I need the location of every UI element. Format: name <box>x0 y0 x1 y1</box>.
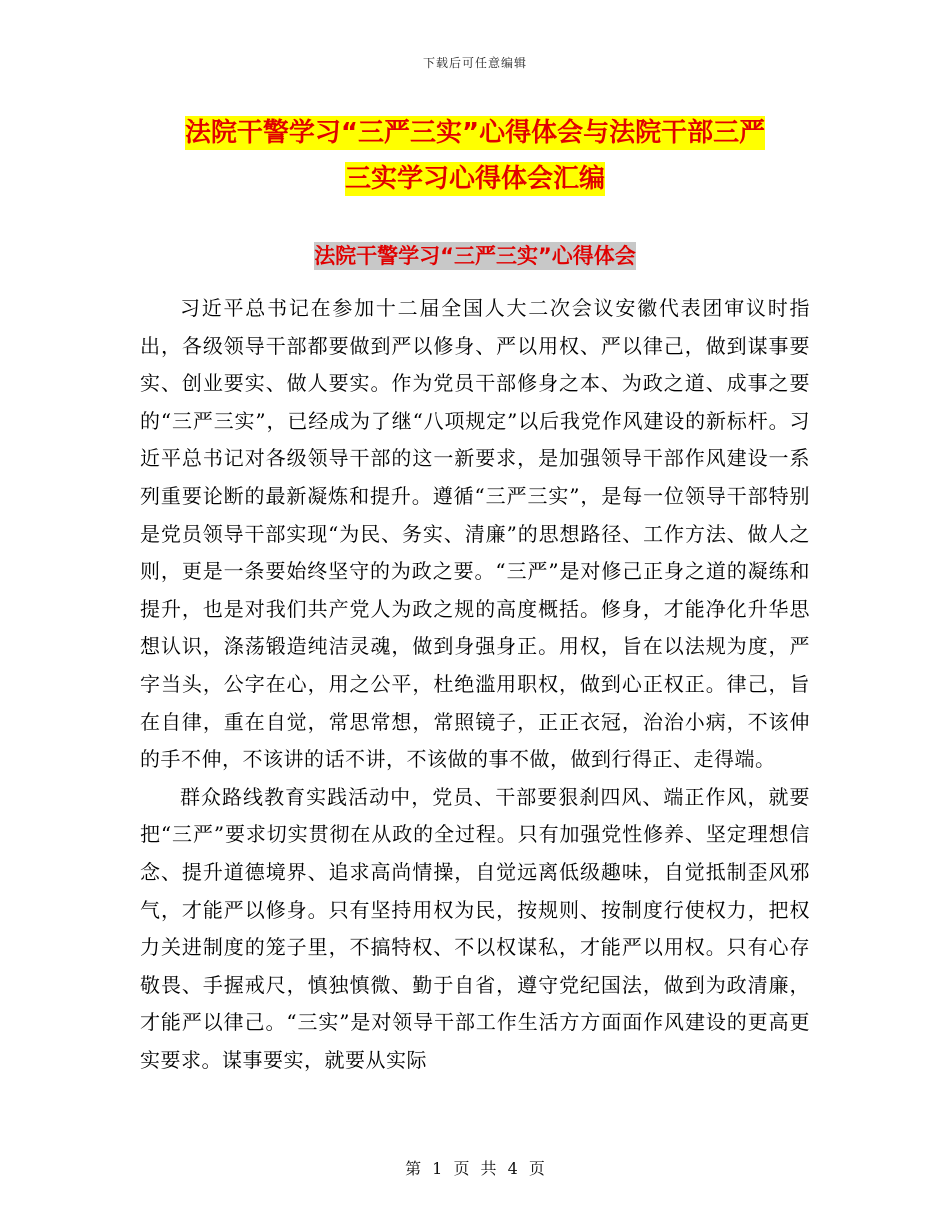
paragraph-2: 群众路线教育实践活动中，党员、干部要狠刹四风、端正作风，就要把“三严”要求切实贯彻在从政的全过程。只有加强党性修养、坚定理想信念、提升道德境界、追求高尚情操，自觉远离低级趣味，自觉抵制歪风邪气，才能严以修身。只有坚持用权为民，按规则、按制度行使权力，把权力关进制度的笼子里，不搞特权、不以权谋私，才能严以用权。只有心存敬畏、手握戒尺，慎独慎微、勤于自省，遵守党纪国法，做到为政清廉，才能严以律己。“三实”是对领导干部工作生活方方面面作风建设的更高更实要求。谋事要实，就要从实际 <box>140 784 810 1072</box>
body-text <box>140 290 810 1079</box>
page-footer: 第 1 页 共 4 页 <box>405 1159 545 1178</box>
header-note: 下载后可任意编辑 <box>422 56 527 70</box>
main-title-line-1: 法院干警学习“三严三实”心得体会与法院干部三严 <box>184 118 766 148</box>
paragraph-1: 习近平总书记在参加十二届全国人大二次会议安徽代表团审议时指出，各级领导干部都要做到严以修身、严以用权、严以律己，做到谋事要实、创业要实、做人要实。作为党员干部修身之本、为政之道、成事之要的“三严三实”，已经成为了继“八项规定”以后我党作风建设的新标杆。习近平总书记对各级领导干部的这一新要求，是加强领导干部作风建设一系列重要论断的最新凝炼和提升。遵循“三严三实”，是每一位领导干部特别是党员领导干部实现“为民、务实、清廉”的思想路径、工作方法、做人之则，更是一条要始终坚守的为政之要。“三严”是对修己正身之道的凝练和提升，也是对我们共产党人为政之规的高度概括。修身，才能净化升华思想认识，涤荡锻造纯洁灵魂，做到身强身正。用权，旨在以法规为度，严字当头，公字在心，用之公平，杜绝滥用职权，做到心正权正。律己，旨在自律，重在自觉，常思常想，常照镜子，正正衣冠，治治小病，不该伸的手不伸，不该讲的话不讲，不该做的事不做，做到行得正、走得端。 <box>140 296 810 772</box>
section-heading-text: 法院干警学习“三严三实”心得体会 <box>314 244 636 268</box>
section-heading <box>0 240 950 272</box>
main-title-line-2: 三实学习心得体会汇编 <box>344 164 605 194</box>
main-title <box>140 110 810 202</box>
